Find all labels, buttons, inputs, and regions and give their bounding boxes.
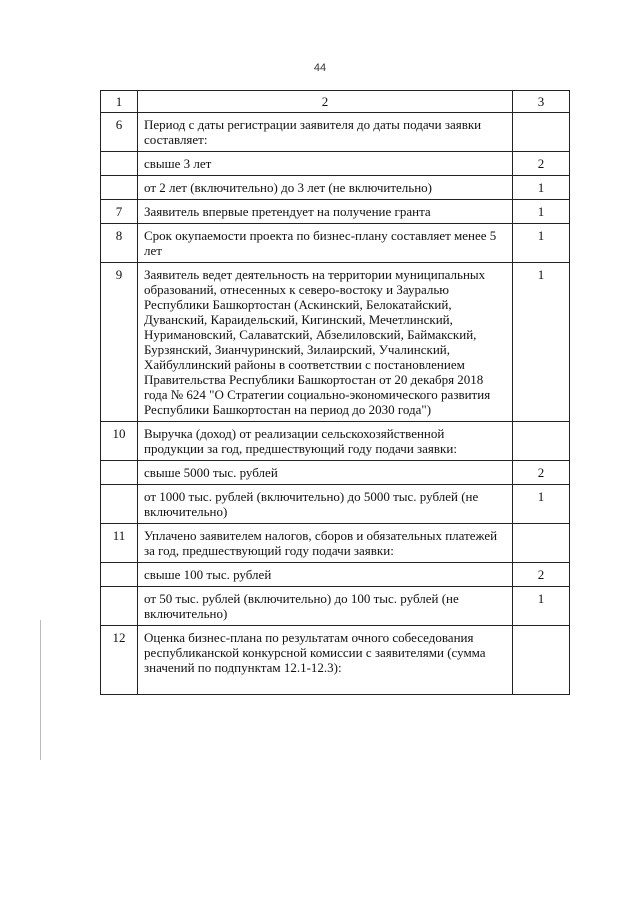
table-row [101, 263, 570, 422]
row-number: 7 [101, 200, 138, 224]
row-number [101, 461, 138, 485]
row-score [513, 113, 570, 152]
row-score: 2 [513, 563, 570, 587]
row-score [513, 626, 570, 695]
table-row [101, 524, 570, 563]
row-score: 1 [513, 176, 570, 200]
row-text: от 50 тыс. рублей (включительно) до 100 тыс. рублей (не включительно) [138, 587, 513, 626]
table-row [101, 587, 570, 626]
page-number: 44 [313, 62, 327, 74]
criteria-table [100, 90, 570, 695]
row-number: 10 [101, 422, 138, 461]
table-row [101, 200, 570, 224]
table-row [101, 461, 570, 485]
row-text: Оценка бизнес-плана по результатам очного собеседования республиканской конкурсной комиссии с заявителями (сумма значений по подпунктам 12.1-12.3): [138, 626, 513, 695]
table-row [101, 152, 570, 176]
table-row [101, 422, 570, 461]
row-text: Период с даты регистрации заявителя до даты подачи заявки составляет: [138, 113, 513, 152]
row-text: Выручка (доход) от реализации сельскохозяйственной продукции за год, предшествующий году подачи заявки: [138, 422, 513, 461]
row-score [513, 422, 570, 461]
row-number: 12 [101, 626, 138, 695]
scan-artifact-line [40, 620, 41, 760]
header-col-3: 3 [513, 91, 570, 113]
row-text: от 1000 тыс. рублей (включительно) до 5000 тыс. рублей (не включительно) [138, 485, 513, 524]
row-number [101, 587, 138, 626]
row-text: Уплачено заявителем налогов, сборов и обязательных платежей за год, предшествующий году подачи заявки: [138, 524, 513, 563]
row-text: свыше 5000 тыс. рублей [138, 461, 513, 485]
row-text: Заявитель впервые претендует на получение гранта [138, 200, 513, 224]
row-text: Срок окупаемости проекта по бизнес-плану составляет менее 5 лет [138, 224, 513, 263]
row-text: от 2 лет (включительно) до 3 лет (не включительно) [138, 176, 513, 200]
table-row [101, 563, 570, 587]
row-number: 11 [101, 524, 138, 563]
row-score: 1 [513, 587, 570, 626]
row-text: Заявитель ведет деятельность на территории муниципальных образований, отнесенных к северо-востоку и Зауралью Республики Башкортостан (Аскинский, Белокатайский, Дуванский, Караидельский, Кигинский, Мечетлинский, Нуримановский, Салаватский, Абзелиловский, Баймакский, Бурзянский, Зианчуринский, Зилаирский, Учалинский, Хайбуллинский районы в соответствии с постановлением Правительства Республики Башкортостан от 20 декабря 2018 года № 624 "О Стратегии социально-экономического развития Республики Башкортостан на период до 2030 года") [138, 263, 513, 422]
header-col-1: 1 [101, 91, 138, 113]
table-row [101, 224, 570, 263]
row-score: 1 [513, 485, 570, 524]
row-score: 2 [513, 152, 570, 176]
row-number: 8 [101, 224, 138, 263]
table-row [101, 176, 570, 200]
table-header-row [101, 91, 570, 113]
row-score: 1 [513, 263, 570, 422]
row-number [101, 563, 138, 587]
header-col-2: 2 [138, 91, 513, 113]
row-score [513, 524, 570, 563]
row-text: свыше 100 тыс. рублей [138, 563, 513, 587]
row-number: 9 [101, 263, 138, 422]
table-row [101, 485, 570, 524]
table-row [101, 113, 570, 152]
table-row [101, 626, 570, 695]
row-score: 1 [513, 200, 570, 224]
row-number [101, 152, 138, 176]
row-number [101, 176, 138, 200]
row-score: 1 [513, 224, 570, 263]
row-text: свыше 3 лет [138, 152, 513, 176]
criteria-table-body [101, 91, 570, 695]
row-number [101, 485, 138, 524]
row-number: 6 [101, 113, 138, 152]
row-score: 2 [513, 461, 570, 485]
